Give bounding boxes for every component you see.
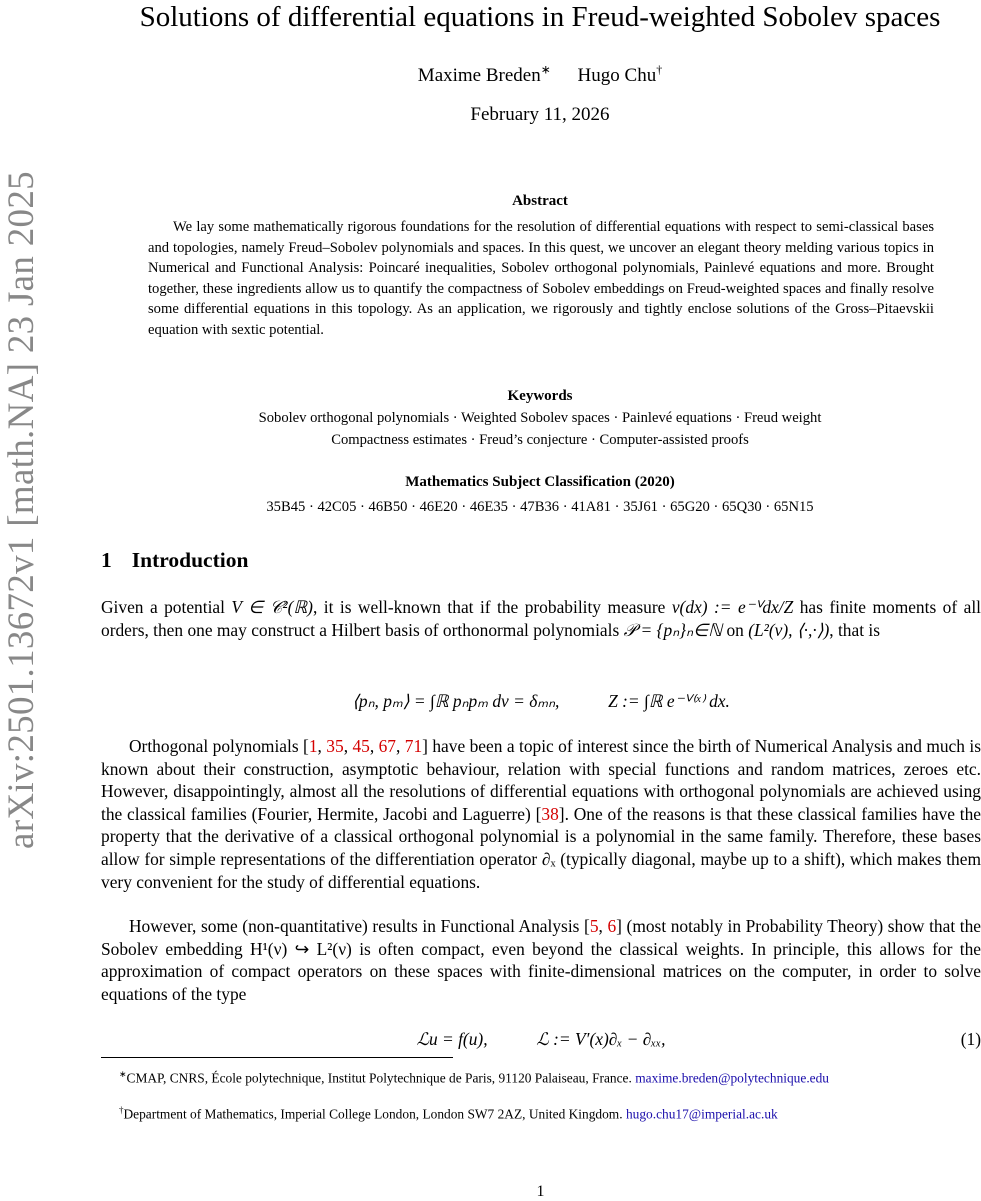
author-chu <box>578 65 663 86</box>
author-footnote-mark[interactable]: ∗ <box>540 63 551 77</box>
section-heading-introduction <box>101 546 248 574</box>
footnote-2 <box>101 1101 981 1123</box>
math-inline: (L²(ν), ⟨·,·⟩) <box>748 619 830 640</box>
footnote-divider <box>101 1057 453 1058</box>
keywords-line-1: Sobolev orthogonal polynomials · Weighted Sobolev spaces · Painlevé equations · Freud weight <box>258 410 822 426</box>
abstract-text: We lay some mathematically rigorous foundations for the resolution of differential equations with respect to semi-classical bases and topologies, namely Freud–Sobolev polynomials and spaces. In this quest, we uncover an elegant theory melding various topics in Numerical and Functional Analysis: Poincaré inequalities, Sobolev orthogonal polynomials, Painlevé equations and more. Brought together, these ingredients allow us to quantify the compactness of Sobolev embeddings on Freud-weighted spaces and finally resolve some differential equations in this topology. As an application, we rigorously and tightly enclose solutions of the Gross–Pitaevskii equation with sextic potential. <box>148 219 934 338</box>
paragraph-3: However, some (non-quantitative) results in Functional Analysis [5, 6] (most notably in Probability Theory) show that the Sobolev embedding H¹(ν) ↪ L²(ν) is often compact, even beyond the classical weights. In principle, this allows for the approximation of compact operators on these spaces with finite-dimensional matrices on the computer, in order to solve equations of the type <box>101 916 981 1004</box>
page-number: 1 <box>536 1183 545 1200</box>
footnote-mark: ∗ <box>119 1069 127 1079</box>
text-run: , it is well-known that if the probability measure <box>312 597 672 617</box>
text-run: , that is <box>829 619 880 640</box>
keywords-line-2: Compactness estimates · Freud’s conjecture · Computer-assisted proofs <box>331 432 749 448</box>
citation-link[interactable]: 6 <box>607 916 617 936</box>
author-name: Maxime Breden <box>417 65 541 87</box>
paper-date: February 11, 2026 <box>470 104 610 125</box>
text-run: on <box>722 619 749 640</box>
citation-link[interactable]: 38 <box>541 803 559 824</box>
arxiv-sidebar-identifier: arXiv:2501.13672v1 [math.NA] 23 Jan 2025 <box>1 171 42 849</box>
citation-link[interactable]: 35 <box>326 736 344 756</box>
paper-title: Solutions of differential equations in Freud-weighted Sobolev spaces <box>139 1 941 33</box>
author-footnote-mark[interactable]: † <box>656 63 663 77</box>
footnote-text: CMAP, CNRS, École polytechnique, Institut Polytechnique de Paris, 91120 Palaiseau, France. <box>126 1070 632 1086</box>
citation-link[interactable]: 67 <box>378 736 396 756</box>
equation-orthonormality <box>101 689 981 713</box>
equation-right: Z := ∫ℝ e⁻ⱽ⁽ˣ⁾ dx. <box>608 691 730 711</box>
math-inline: ν(dx) := e⁻ⱽdx/Z <box>671 597 794 617</box>
text-run: has finite moments of all orders, then one may construct a Hilbert basis of orthonormal polynomials <box>101 597 981 640</box>
keywords-heading: Keywords <box>507 388 573 404</box>
footnote-text: Department of Mathematics, Imperial College London, London SW7 2AZ, United Kingdom. <box>123 1106 623 1122</box>
text-run: Given a potential <box>101 597 232 617</box>
equation-right: ℒ := V′(x)∂ₓ − ∂ₓₓ, <box>536 1029 666 1049</box>
email-link[interactable]: maxime.breden@polytechnique.edu <box>635 1070 830 1086</box>
equation-number: (1) <box>960 1029 981 1049</box>
section-number: 1 <box>101 548 112 572</box>
equation-1 <box>101 1027 981 1051</box>
text-run: ] have been a topic of interest since the birth of Numerical Analysis and much is known about their construction, asymptotic behaviour, relation with special functions and random matrices, zeroes etc. However, disappointingly, almost all the resolutions of differential equations with orthogonal polynomials are achieved using the classical families (Fourier, Hermite, Jacobi and Laguerre) [ <box>101 736 981 824</box>
paragraph-2: Orthogonal polynomials [1, 35, 45, 67, 71] have been a topic of interest since the birth of Numerical Analysis and much is known about their construction, asymptotic behaviour, relation with special functions and random matrices, zeroes etc. However, disappointingly, almost all the resolutions of differential equations with orthogonal polynomials are achieved using the classical families (Fourier, Hermite, Jacobi and Laguerre) [38]. One of the reasons is that these classical families have the property that the derivative of a classical orthogonal polynomial is a polynomial in the same family. Therefore, these bases allow for simple representations of the differentiation operator ∂ₓ (typically diagonal, maybe up to a shift), which makes them very convenient for the study of differential equations. <box>101 736 981 892</box>
author-breden <box>418 65 551 86</box>
msc-codes: 35B45 · 42C05 · 46B50 · 46E20 · 46E35 · 47B36 · 41A81 · 35J61 · 65G20 · 65Q30 · 65N15 <box>266 499 814 515</box>
author-list <box>100 58 980 88</box>
section-title: Introduction <box>131 548 249 572</box>
paragraph-1 <box>101 596 981 641</box>
text-run: ]. One of the reasons is that these classical families have the property that the derivative of a classical orthogonal polynomial is a polynomial in the same family. Therefore, these bases allow for simple representations of the differentiation operator ∂ₓ (typically diagonal, maybe up to a shift), which makes them very convenient for the study of differential equations. <box>101 803 981 892</box>
citation-link[interactable]: 5 <box>589 916 599 936</box>
abstract-heading: Abstract <box>512 193 568 209</box>
msc-heading: Mathematics Subject Classification (2020) <box>405 474 675 490</box>
math-inline: 𝒫 = {pₙ}ₙ∈ℕ <box>623 619 723 640</box>
text-run: Orthogonal polynomials [ <box>129 736 309 756</box>
equation-left: ⟨pₙ, pₘ⟩ = ∫ℝ pₙpₘ dν = δₘₙ, <box>352 691 560 711</box>
citation-link[interactable]: 45 <box>352 736 370 756</box>
author-name: Hugo Chu <box>577 65 657 87</box>
citation-link[interactable]: 71 <box>404 736 423 756</box>
text-run: However, some (non-quantitative) results in Functional Analysis [ <box>129 916 590 936</box>
equation-left: ℒu = f(u), <box>416 1029 488 1049</box>
text-run: ] (most notably in Probability Theory) show that the Sobolev embedding H¹(ν) ↪ L²(ν) is often compact, even beyond the classical weights. In principle, this allows for the approximation of compact operators on these spaces with finite-dimensional matrices on the computer, in order to solve equations of the type <box>101 916 981 1004</box>
citation-link[interactable]: 1 <box>308 736 318 756</box>
math-inline: V ∈ 𝒞²(ℝ) <box>231 597 313 617</box>
footnote-1 <box>101 1065 981 1087</box>
footnote-mark: † <box>119 1105 124 1115</box>
email-link[interactable]: hugo.chu17@imperial.ac.uk <box>625 1106 778 1122</box>
